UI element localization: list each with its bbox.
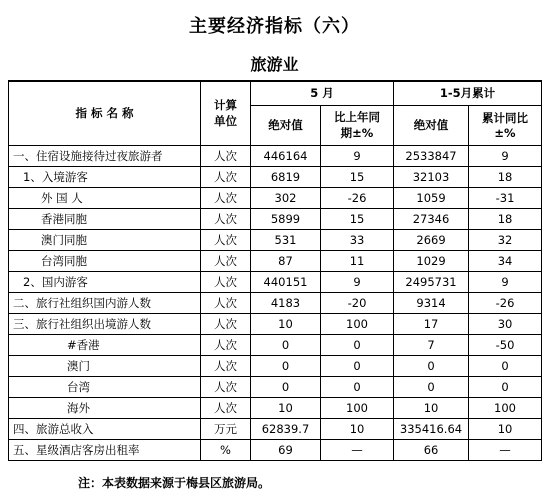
table-header [9, 81, 542, 145]
table-row [9, 439, 542, 460]
indicator-name: 海外 [9, 397, 201, 418]
ytd-value: 27346 [394, 208, 469, 229]
month-value: 446164 [251, 145, 321, 166]
unit-cell: 人次 [201, 292, 251, 313]
unit-cell: 人次 [201, 145, 251, 166]
indicator-name: 四、旅游总收入 [9, 418, 201, 439]
unit-cell: 人次 [201, 187, 251, 208]
month-yoy-pct: 9 [321, 145, 394, 166]
ytd-value: 1029 [394, 250, 469, 271]
month-value: 4183 [251, 292, 321, 313]
ytd-value: 335416.64 [394, 418, 469, 439]
month-value: 6819 [251, 166, 321, 187]
unit-cell: 人次 [201, 208, 251, 229]
ytd-value: 1059 [394, 187, 469, 208]
ytd-value: 7 [394, 334, 469, 355]
ytd-value: 2495731 [394, 271, 469, 292]
indicator-name: 五、星级酒店客房出租率 [9, 439, 201, 460]
header-indicator: 指 标 名 称 [9, 81, 201, 145]
ytd-value: 2669 [394, 229, 469, 250]
month-yoy-pct: 0 [321, 355, 394, 376]
ytd-value: 10 [394, 397, 469, 418]
indicator-name: 三、旅行社组织出境游人数 [9, 313, 201, 334]
header-month-yoy [321, 105, 394, 145]
indicator-name: #香港 [9, 334, 201, 355]
indicator-name: 香港同胞 [9, 208, 201, 229]
month-value: 69 [251, 439, 321, 460]
month-value: 87 [251, 250, 321, 271]
ytd-yoy-pct: -31 [469, 187, 542, 208]
month-yoy-pct: — [321, 439, 394, 460]
ytd-yoy-pct: 30 [469, 313, 542, 334]
header-unit [201, 81, 251, 145]
indicator-name: 外 国 人 [9, 187, 201, 208]
table-row [9, 166, 542, 187]
economic-indicators-table [8, 80, 542, 461]
ytd-yoy-pct: 32 [469, 229, 542, 250]
unit-cell: % [201, 439, 251, 460]
month-yoy-pct: 0 [321, 334, 394, 355]
month-yoy-pct: 0 [321, 376, 394, 397]
table-row [9, 355, 542, 376]
indicator-name: 澳门 [9, 355, 201, 376]
header-ytd-yoy-line1: 累计同比 [482, 111, 529, 125]
header-ytd-yoy-line2: ±% [494, 126, 516, 140]
table-body [9, 145, 542, 460]
month-yoy-pct: 100 [321, 397, 394, 418]
indicator-name: 台湾 [9, 376, 201, 397]
header-unit-line2: 单位 [214, 114, 237, 129]
month-value: 531 [251, 229, 321, 250]
header-month-yoy-line2: 期±% [340, 126, 374, 140]
month-yoy-pct: 15 [321, 166, 394, 187]
table-row [9, 229, 542, 250]
month-value: 10 [251, 397, 321, 418]
indicator-name: 1、入境游客 [9, 166, 201, 187]
month-value: 10 [251, 313, 321, 334]
ytd-yoy-pct: 10 [469, 418, 542, 439]
ytd-yoy-pct: 100 [469, 397, 542, 418]
month-value: 0 [251, 334, 321, 355]
month-yoy-pct: 33 [321, 229, 394, 250]
month-yoy-pct: 11 [321, 250, 394, 271]
page-title: 主要经济指标（六） [189, 16, 360, 37]
table-row [9, 187, 542, 208]
month-value: 5899 [251, 208, 321, 229]
header-ytd-abs: 绝对值 [394, 105, 469, 145]
unit-cell: 人次 [201, 376, 251, 397]
table-row [9, 271, 542, 292]
ytd-value: 66 [394, 439, 469, 460]
ytd-value: 0 [394, 355, 469, 376]
unit-cell: 人次 [201, 250, 251, 271]
ytd-yoy-pct: 18 [469, 166, 542, 187]
table-row [9, 418, 542, 439]
month-yoy-pct: 100 [321, 313, 394, 334]
table-row [9, 313, 542, 334]
ytd-yoy-pct: 34 [469, 250, 542, 271]
table-row [9, 250, 542, 271]
unit-cell: 人次 [201, 271, 251, 292]
table-row [9, 376, 542, 397]
month-value: 62839.7 [251, 418, 321, 439]
ytd-yoy-pct: -26 [469, 292, 542, 313]
month-yoy-pct: 15 [321, 208, 394, 229]
ytd-yoy-pct: 0 [469, 376, 542, 397]
unit-cell: 人次 [201, 166, 251, 187]
month-yoy-pct: -26 [321, 187, 394, 208]
table-row [9, 397, 542, 418]
ytd-value: 2533847 [394, 145, 469, 166]
header-ytd-yoy [469, 105, 542, 145]
header-month-yoy-line1: 比上年同 [334, 110, 380, 124]
header-unit-line1: 计算 [214, 98, 237, 113]
month-value: 0 [251, 376, 321, 397]
ytd-yoy-pct: — [469, 439, 542, 460]
unit-cell: 人次 [201, 229, 251, 250]
indicator-name: 一、住宿设施接待过夜旅游者 [9, 145, 201, 166]
ytd-value: 0 [394, 376, 469, 397]
footnote: 注：本表数据来源于梅县区旅游局。 [78, 476, 271, 490]
page-subtitle: 旅游业 [250, 55, 299, 74]
indicator-name: 二、旅行社组织国内游人数 [9, 292, 201, 313]
unit-cell: 万元 [201, 418, 251, 439]
month-yoy-pct: 10 [321, 418, 394, 439]
table-row [9, 334, 542, 355]
unit-cell: 人次 [201, 334, 251, 355]
unit-cell: 人次 [201, 355, 251, 376]
month-value: 302 [251, 187, 321, 208]
table-row [9, 292, 542, 313]
indicator-name: 澳门同胞 [9, 229, 201, 250]
unit-cell: 人次 [201, 397, 251, 418]
ytd-value: 9314 [394, 292, 469, 313]
ytd-value: 32103 [394, 166, 469, 187]
ytd-yoy-pct: 9 [469, 145, 542, 166]
month-value: 0 [251, 355, 321, 376]
month-yoy-pct: 9 [321, 271, 394, 292]
header-month-abs: 绝对值 [251, 105, 321, 145]
ytd-yoy-pct: 9 [469, 271, 542, 292]
ytd-yoy-pct: 0 [469, 355, 542, 376]
indicator-name: 台湾同胞 [9, 250, 201, 271]
header-ytd-group: 1-5月累计 [394, 81, 542, 105]
table-row [9, 208, 542, 229]
ytd-yoy-pct: -50 [469, 334, 542, 355]
indicator-name: 2、国内游客 [9, 271, 201, 292]
header-month-group: 5 月 [251, 81, 394, 105]
ytd-value: 17 [394, 313, 469, 334]
unit-cell: 人次 [201, 313, 251, 334]
month-value: 440151 [251, 271, 321, 292]
ytd-yoy-pct: 18 [469, 208, 542, 229]
month-yoy-pct: -20 [321, 292, 394, 313]
table-row [9, 145, 542, 166]
